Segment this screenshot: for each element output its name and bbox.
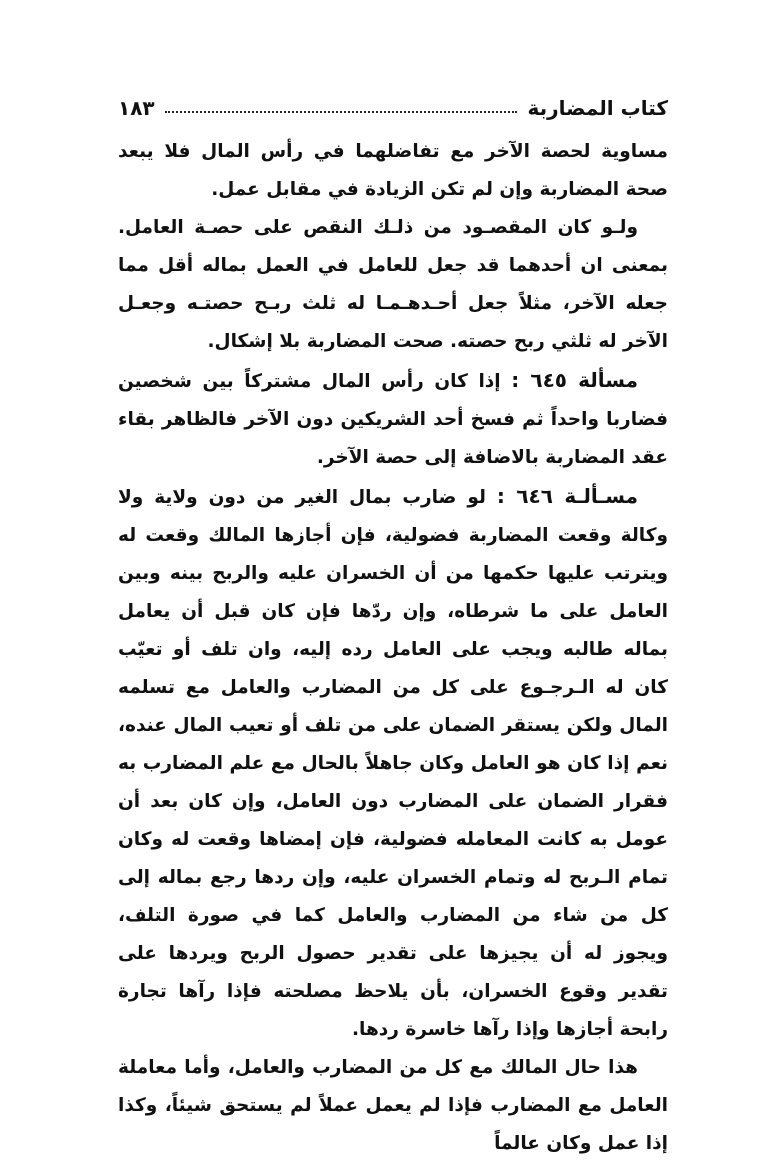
paragraph-continuation — [118, 133, 668, 209]
body-text — [118, 133, 668, 1163]
page-number: ١٨٣ — [118, 96, 155, 120]
paragraph-text: هذا حال المالك مع كل من المضارب والعامل، وأما معاملة العامل مع المضارب فإذا لم يعمل عملاً لم يستحق شيئاً، وكذا إذا عمل وكان عالماً — [118, 1057, 668, 1154]
paragraph — [118, 209, 668, 361]
issue-text: لو ضارب بمال الغير من دون ولاية ولا وكالة وقعت المضاربة فضولية، فإن أجازها المالك وقعت له ويترتب عليها حكمها من أن الخسران عليه والربح بينه وبين العامل على ما شرطاه، وإن ردّها فإن كان قبل أن يعامل بماله طالبه ويجب على العامل رده إليه، وان تلف أو تعيّب كان له الـرجـوع على كل من المضارب والعامل مع تسلمه المال ولكن يستقر الضمان على من تلف أو تعيب المال عنده، نعم إذا كان هو العامل وكان جاهلاً بالحال مع علم المضارب به فقرار الضمان على المضارب دون العامل، وإن كان بعد أن عومل به كانت المعامله فضولية، فإن إمضاها وقعت له وكان تمام الـربح له وتمام الخسران عليه، وإن ردها رجع بماله إلى كل من شاء من المضارب والعامل كما في صورة التلف، ويجوز له أن يجيزها على تقدير حصول الربح ويردها على تقدير وقوع الخسران، بأن يلاحظ مصلحته فإذا رآها تجارة رابحة أجازها وإذا رآها خاسرة ردها. — [118, 487, 668, 1040]
running-header — [118, 92, 668, 124]
paragraph-text: ولـو كان المقصـود من ذلـك النقص على حصـة العامل. بمعنى ان أحدهما قد جعل للعامل في العمل بماله أقل مما جعله الآخر، مثلاً جعل أحـدهـمـا له ثلث ربـح حصتـه وجعـل الآخر له ثلثي ربح حصته. صحت المضاربة بلا إشكال. — [118, 217, 668, 352]
dotted-leader — [165, 111, 518, 113]
issue-label: مسـألـة ٦٤٦ : — [496, 484, 638, 508]
issue-646 — [118, 477, 668, 1049]
issue-text: إذا كان رأس المال مشتركاً بين شخصين فضاربا واحداً ثم فسخ أحد الشريكين دون الآخر فالظاهر بقاء عقد المضاربة بالاضافة إلى حصة الآخر. — [118, 371, 668, 468]
paragraph — [118, 1049, 668, 1163]
issue-645 — [118, 361, 668, 477]
paragraph-text: مساوية لحصة الآخر مع تفاضلهما في رأس المال فلا يبعد صحة المضاربة وإن لم تكن الزيادة في مقابل عمل. — [118, 141, 668, 200]
chapter-title: كتاب المضاربة — [527, 96, 668, 120]
issue-label: مسألة ٦٤٥ : — [511, 368, 638, 392]
